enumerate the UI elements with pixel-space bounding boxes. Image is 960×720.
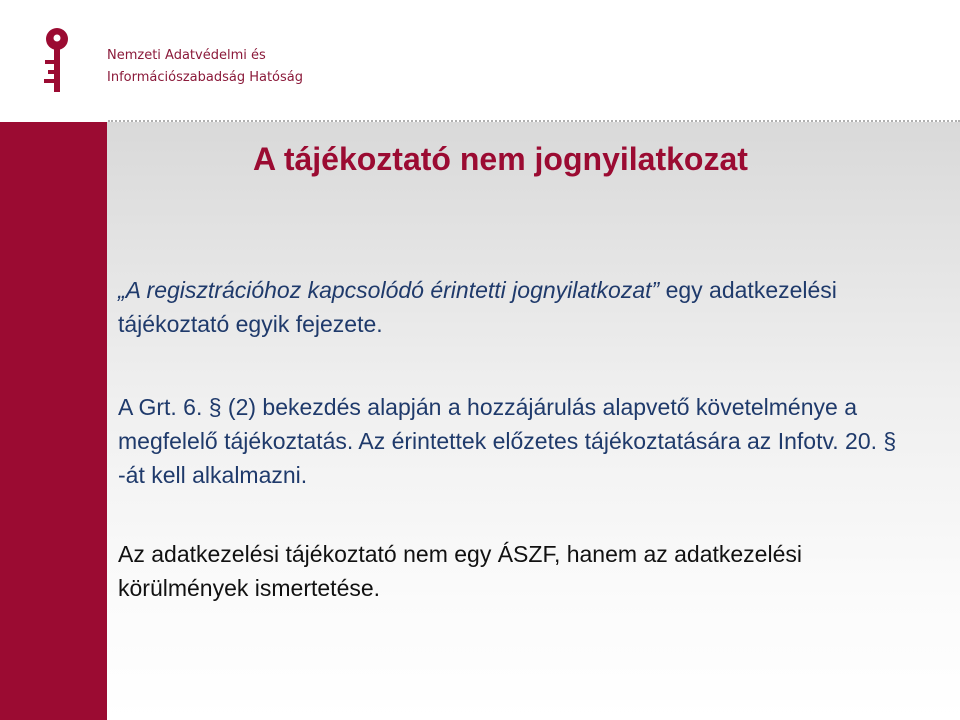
header xyxy=(0,0,960,122)
logo-line2: Információszabadság Hatóság xyxy=(107,70,304,85)
key-icon xyxy=(40,26,74,96)
sidebar-band xyxy=(0,122,107,720)
paragraph-2: A Grt. 6. § (2) bekezdés alapján a hozzájárulás alapvető követelménye a megfelelő tájékoztatás. Az érintettek előzetes tájékoztatására az Infotv. 20. § -át kell alkalmazni. xyxy=(118,394,897,488)
logo-line1: Nemzeti Adatvédelmi és xyxy=(107,48,266,63)
logo-text xyxy=(107,45,303,89)
paragraph-1 xyxy=(118,273,918,341)
quote-text: „A regisztrációhoz kapcsolódó érintetti jognyilatkozat” xyxy=(118,277,660,303)
paragraph-3: Az adatkezelési tájékoztató nem egy ÁSZF, hanem az adatkezelési körülmények ismertetése. xyxy=(118,541,802,601)
slide-title: A tájékoztató nem jognyilatkozat xyxy=(253,141,748,177)
paragraph-1-rest: egy adatkezelési tájékoztató egyik fejezete. xyxy=(118,277,837,337)
